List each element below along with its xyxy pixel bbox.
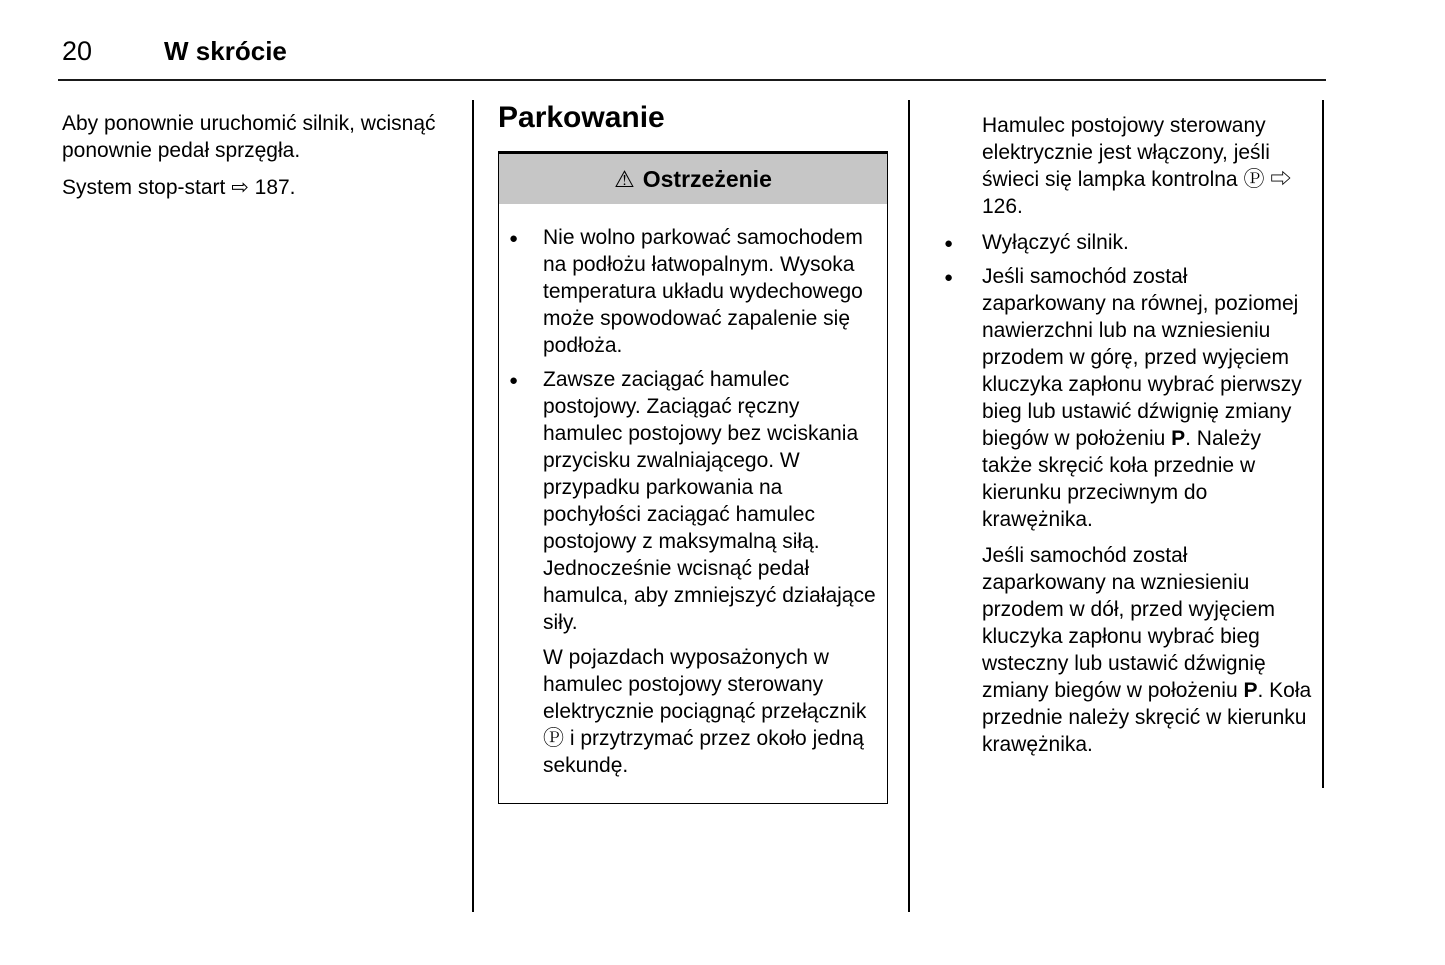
paragraph-text: . Koła przednie należy skręcić w kierunku krawężnika.: [982, 679, 1312, 756]
column-3: [944, 112, 1314, 758]
column-1: [62, 110, 440, 211]
list-item-text: Jeśli samochód został zaparkowany na równej, poziomej nawierzchni lub na wzniesieniu przodem w górę, przed wyjęciem kluczyka zapłonu wybrać pierwszy bieg lub ustawić dźwignię zmiany biegów w położeniu: [982, 265, 1302, 450]
paragraph-text: Jeśli samochód został zaparkowany na wzniesieniu przodem w dół, przed wyjęciem kluczyka zapłonu wybrać bieg wsteczny lub ustawić dźwignię zmiany biegów w położeniu: [982, 544, 1275, 702]
column-divider: [1322, 100, 1324, 788]
gear-position-label: P: [1171, 427, 1186, 450]
paragraph: [944, 542, 1314, 758]
paragraph: Aby ponownie uruchomić silnik, wcisnąć ponownie pedał sprzęgła.: [62, 112, 436, 162]
gear-position-label: P: [1243, 679, 1258, 702]
warning-triangle-icon: ⚠: [614, 165, 635, 192]
warning-bullet-list: [507, 224, 879, 636]
paragraph-page-reference: Hamulec postojowy sterowany elektrycznie jest włączony, jeśli świeci się lampka kontrolna Ⓟ ⇨ 126.: [982, 114, 1292, 218]
paragraph-page-reference: System stop-start ⇨ 187.: [62, 176, 296, 199]
column-2: [498, 100, 888, 804]
warning-header: [499, 154, 887, 204]
page-header: [62, 38, 287, 65]
section-heading: Parkowanie: [498, 101, 665, 134]
warning-title: Ostrzeżenie: [642, 165, 772, 192]
list-item: ● Zawsze zaciągać hamulec postojowy. Zaciągać ręczny hamulec postojowy bez wciskania przycisku zwalniającego. W przypadku parkowania na pochyłości zaciągać hamulec postojowy z maksymalną siłą. Jednocześnie wcisnąć pedał hamulca, aby zmniejszyć działające siły.: [507, 366, 879, 636]
column-divider: [472, 100, 474, 912]
section-title: W skrócie: [164, 36, 287, 66]
column-divider: [908, 100, 910, 912]
page-number: 20: [62, 36, 93, 66]
list-item: [944, 263, 1314, 533]
warning-body: [499, 204, 887, 803]
warning-box: [498, 151, 888, 804]
list-item-text: . Należy także skręcić koła przednie w kierunku przeciwnym do krawężnika.: [982, 427, 1261, 531]
paragraph: W pojazdach wyposażonych w hamulec postojowy sterowany elektrycznie pociągnąć przełącznik Ⓟ i przytrzymać przez około jedną sekundę.: [543, 646, 867, 777]
list-item: ● Nie wolno parkować samochodem na podłożu łatwopalnym. Wysoka temperatura układu wydechowego może spowodować zapalenie się podłoża.: [507, 224, 879, 359]
list-item: ● Wyłączyć silnik.: [944, 229, 1314, 256]
bullet-list: [944, 229, 1314, 533]
header-rule: [58, 79, 1326, 81]
